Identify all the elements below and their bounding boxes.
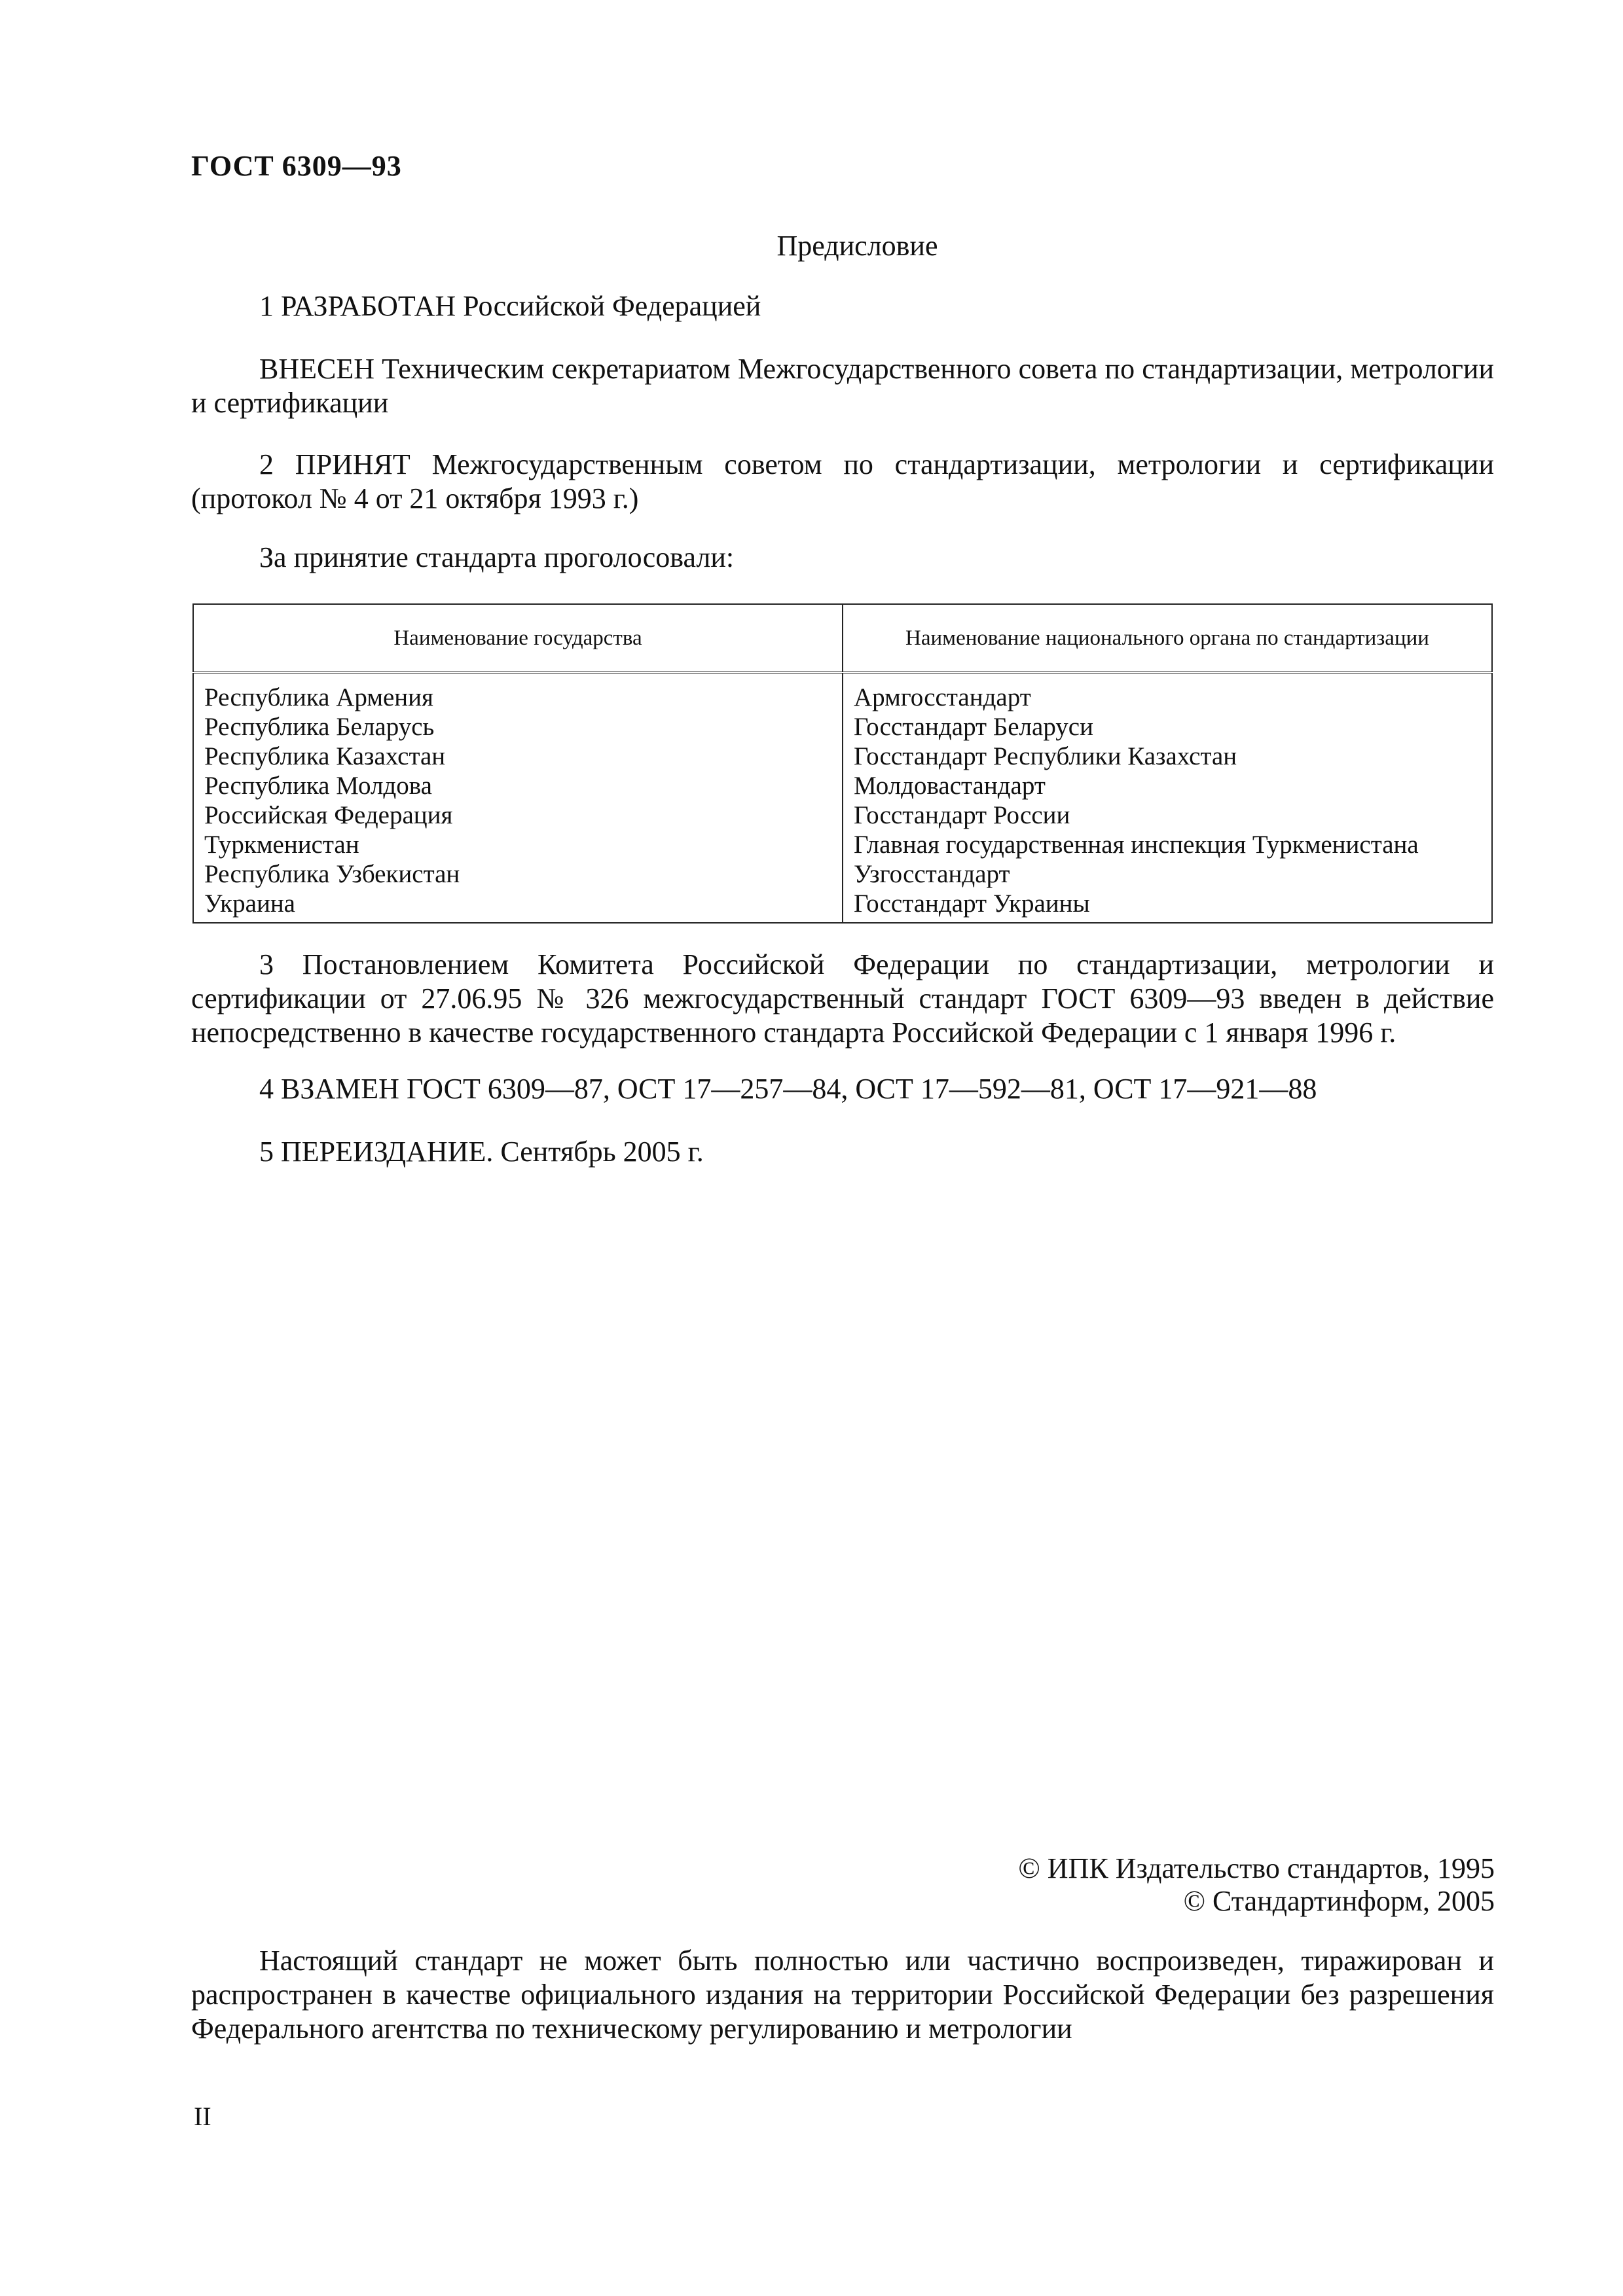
paragraph-developed bbox=[191, 289, 1494, 323]
state-name: Туркменистан bbox=[204, 831, 359, 859]
table-header-row bbox=[193, 604, 1492, 673]
page-number: II bbox=[194, 2102, 211, 2131]
state-name: Российская Федерация bbox=[204, 801, 453, 829]
paragraph-replaces bbox=[191, 1072, 1494, 1106]
copyright-publisher-2005: © Стандартинформ, 2005 bbox=[1183, 1885, 1495, 1917]
resolution-text: 3 Постановлением Комитета Российской Федерации по стандартизации, метрологии и сертификации от 27.06.95 № 326 межгосударственный стандарт ГОСТ 6309—93 введен в действие непосредственно в качестве государственного стандарта Российской Федерации с 1 января 1996 г. bbox=[191, 948, 1494, 1049]
national-body-name: Госстандарт Республики Казахстан bbox=[854, 742, 1237, 770]
table-row bbox=[193, 673, 1492, 924]
national-bodies-cell bbox=[843, 673, 1492, 924]
legal-notice-text: Настоящий стандарт не может быть полностью или частично воспроизведен, тиражирован и распространен в качестве официального издания на территории Российской Федерации без разрешения Федерального агентства по техническому регулированию и метрологии bbox=[191, 1945, 1494, 2045]
header-state: Наименование государства bbox=[193, 604, 843, 673]
paragraph-introduced bbox=[191, 352, 1494, 420]
paragraph-adopted bbox=[191, 448, 1494, 516]
section-title: Предисловие bbox=[776, 230, 938, 262]
state-name: Республика Узбекистан bbox=[204, 860, 460, 888]
state-name: Республика Беларусь bbox=[204, 713, 435, 741]
paragraph-reissue bbox=[191, 1135, 1494, 1169]
national-body-name: Главная государственная инспекция Туркменистана bbox=[854, 831, 1419, 859]
header-national-body: Наименование национального органа по стандартизации bbox=[843, 604, 1492, 673]
voters-table bbox=[192, 603, 1493, 924]
introduced-text: ВНЕСЕН Техническим секретариатом Межгосударственного совета по стандартизации, метрологии и сертификации bbox=[191, 353, 1494, 419]
state-name: Республика Казахстан bbox=[204, 742, 446, 770]
national-body-name: Госстандарт Беларуси bbox=[854, 713, 1093, 741]
state-name: Республика Армения bbox=[204, 683, 433, 711]
national-body-name: Армгосстандарт bbox=[854, 683, 1031, 711]
adopted-text: 2 ПРИНЯТ Межгосударственным советом по стандартизации, метрологии и сертификации (протокол № 4 от 21 октября 1993 г.) bbox=[191, 448, 1494, 514]
developed-text: 1 РАЗРАБОТАН Российской Федерацией bbox=[259, 290, 761, 322]
national-body-name: Госстандарт России bbox=[854, 801, 1070, 829]
states-cell bbox=[193, 673, 843, 924]
reissue-text: 5 ПЕРЕИЗДАНИЕ. Сентябрь 2005 г. bbox=[259, 1136, 704, 1168]
paragraph-legal-notice bbox=[191, 1944, 1494, 2046]
paragraph-resolution bbox=[191, 948, 1494, 1050]
national-body-name: Узгосстандарт bbox=[854, 860, 1010, 888]
copyright-block bbox=[1018, 1852, 1495, 1918]
replaces-text: 4 ВЗАМЕН ГОСТ 6309—87, ОСТ 17—257—84, ОСТ 17—592—81, ОСТ 17—921—88 bbox=[259, 1073, 1317, 1105]
national-body-name: Молдовастандарт bbox=[854, 772, 1046, 800]
state-name: Республика Молдова bbox=[204, 772, 432, 800]
copyright-publisher-1995: © ИПК Издательство стандартов, 1995 bbox=[1018, 1852, 1495, 1884]
voted-intro-text: За принятие стандарта проголосовали: bbox=[259, 541, 735, 573]
state-name: Украина bbox=[204, 889, 295, 918]
document-code: ГОСТ 6309—93 bbox=[191, 150, 402, 182]
paragraph-voted-intro bbox=[191, 541, 1494, 575]
national-body-name: Госстандарт Украины bbox=[854, 889, 1090, 918]
